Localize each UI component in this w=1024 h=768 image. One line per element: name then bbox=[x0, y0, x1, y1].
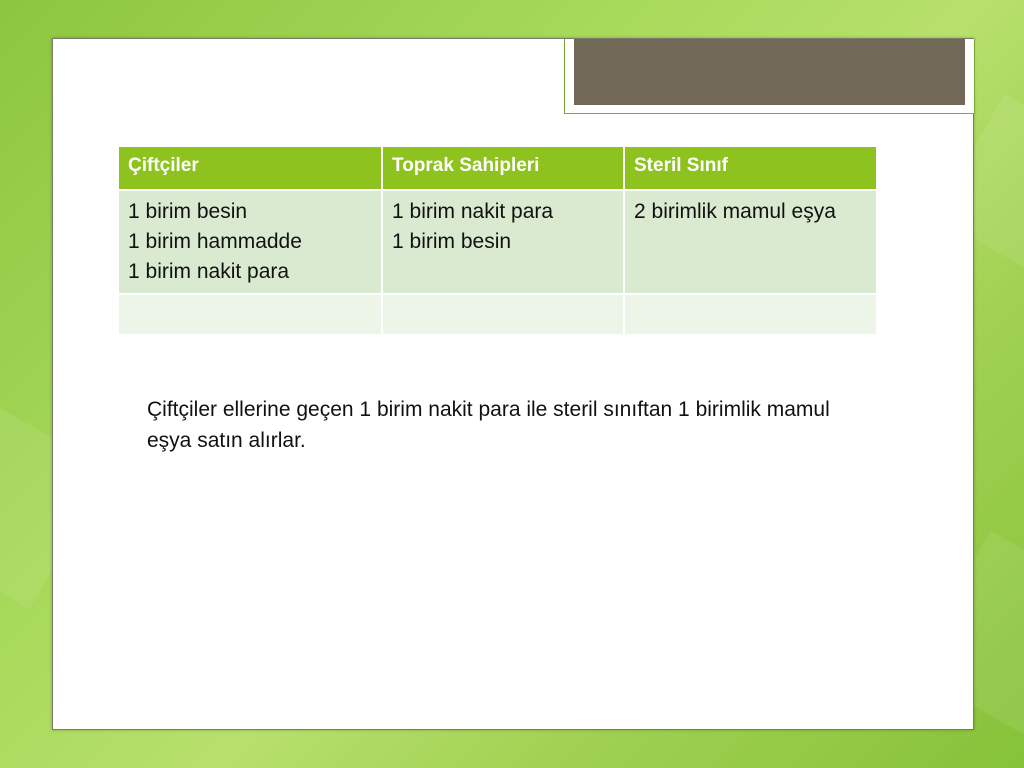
cell-text: 2 birimlik mamul eşya bbox=[634, 200, 836, 223]
class-exchange-table bbox=[117, 145, 878, 336]
table-cell-empty bbox=[382, 294, 624, 335]
slide-content-area bbox=[52, 38, 974, 730]
cell-line: 1 birim nakit para bbox=[392, 200, 554, 223]
table-cell-empty bbox=[624, 294, 877, 335]
cell-line: 1 birim nakit para bbox=[128, 260, 290, 283]
table-row bbox=[118, 190, 877, 294]
header-sterile-class: Steril Sınıf bbox=[624, 146, 877, 190]
title-placeholder-frame bbox=[564, 39, 975, 114]
header-farmers: Çiftçiler bbox=[118, 146, 382, 190]
table-cell-farmers bbox=[118, 190, 382, 294]
table-header-row bbox=[118, 146, 877, 190]
body-paragraph: Çiftçiler ellerine geçen 1 birim nakit para ile steril sınıftan 1 birimlik mamul eşya satın alırlar. bbox=[147, 398, 830, 452]
table-cell-landowners bbox=[382, 190, 624, 294]
title-placeholder bbox=[574, 39, 965, 105]
table-cell-sterile-class bbox=[624, 190, 877, 294]
table-row bbox=[118, 294, 877, 335]
cell-line: 1 birim besin bbox=[392, 230, 512, 253]
cell-line: 1 birim hammadde bbox=[128, 230, 302, 253]
cell-line: 1 birim besin bbox=[128, 200, 248, 223]
header-landowners: Toprak Sahipleri bbox=[382, 146, 624, 190]
table-cell-empty bbox=[118, 294, 382, 335]
